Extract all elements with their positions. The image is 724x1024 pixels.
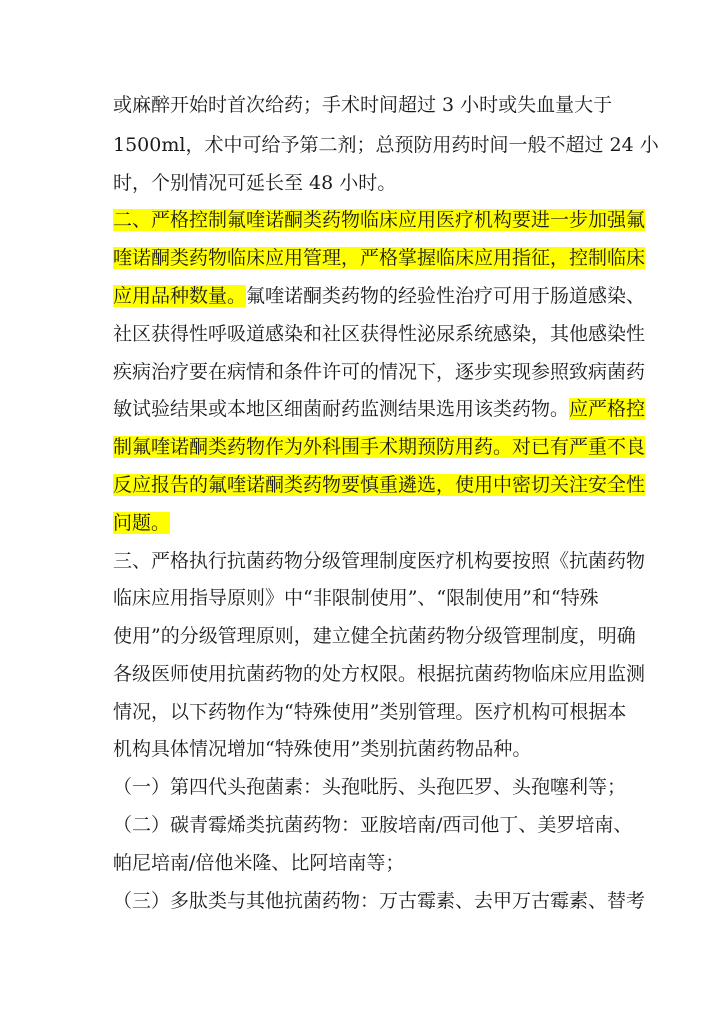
body-text: （二）碳青霉烯类抗菌药物：亚胺培南/西司他丁、美罗培南、 [113, 814, 633, 836]
body-text: （一）第四代头孢菌素：头孢吡肟、头孢匹罗、头孢噻利等； [113, 776, 627, 798]
body-text: 情况，以下药物作为“特殊使用”类别管理。医疗机构可根据本 [113, 701, 627, 723]
text-line [113, 848, 404, 878]
text-line [113, 470, 645, 500]
highlighted-text: 喹诺酮类药物临床应用管理，严格掌握临床应用指征，控制临床 [113, 247, 646, 269]
highlighted-text: 应用品种数量。 [113, 285, 247, 307]
text-line [113, 90, 612, 120]
body-text: （三）多肽类与其他抗菌药物：万古霉素、去甲万古霉素、替考 [113, 890, 646, 912]
highlighted-text: 二、严格控制氟喹诺酮类药物临床应用医疗机构要进一步加强氟 [113, 209, 646, 231]
text-line [113, 508, 170, 538]
highlighted-text: 应严格控 [569, 398, 646, 420]
body-text: 敏试验结果或本地区细菌耐药监测结果选用该类药物。 [113, 398, 570, 420]
body-text: 帕尼培南/倍他米隆、比阿培南等； [113, 852, 405, 874]
text-line [113, 319, 645, 349]
text-line [113, 697, 626, 727]
text-line [113, 394, 645, 424]
text-line [113, 734, 531, 764]
body-text: 1500ml，术中可给予第二剂；总预防用药时间一般不超过 24 小 [113, 134, 659, 156]
text-line [113, 546, 645, 576]
text-line [113, 772, 626, 802]
text-line [113, 621, 636, 651]
text-line [113, 583, 599, 613]
highlighted-text: 反应报告的氟喹诺酮类药物要慎重遴选，使用中密切关注安全性 [113, 474, 646, 496]
body-text: 使用”的分级管理原则，建立健全抗菌药物分级管理制度，明确 [113, 625, 636, 647]
body-text: 或麻醉开始时首次给药；手术时间超过 3 小时或失血量大于 [113, 94, 613, 116]
text-line [113, 357, 645, 387]
body-text: 社区获得性呼吸道感染和社区获得性泌尿系统感染，其他感染性 [113, 323, 646, 345]
body-text: 各级医师使用抗菌药物的处方权限。根据抗菌药物临床应用监测 [113, 663, 646, 685]
body-text: 氟喹诺酮类药物的经验性治疗可用于肠道感染、 [246, 285, 646, 307]
body-text: 机构具体情况增加“特殊使用”类别抗菌药物品种。 [113, 738, 532, 760]
highlighted-text: 制氟喹诺酮类药物作为外科围手术期预防用药。对已有严重不良 [113, 436, 646, 458]
text-line [113, 205, 645, 235]
body-text: 临床应用指导原则》中“非限制使用”、“限制使用”和“特殊 [113, 587, 599, 609]
text-line [113, 243, 645, 273]
body-text: 疾病治疗要在病情和条件许可的情况下，逐步实现参照致病菌药 [113, 361, 646, 383]
text-line [113, 168, 396, 198]
text-line [113, 659, 645, 689]
text-line [113, 432, 645, 462]
text-line [113, 281, 645, 311]
text-line [113, 886, 645, 916]
text-line [113, 810, 632, 840]
body-text: 三、严格执行抗菌药物分级管理制度医疗机构要按照《抗菌药物 [113, 550, 646, 572]
highlighted-text: 问题。 [113, 512, 171, 534]
body-text: 时，个别情况可延长至 48 小时。 [113, 172, 397, 194]
text-line [113, 130, 659, 160]
